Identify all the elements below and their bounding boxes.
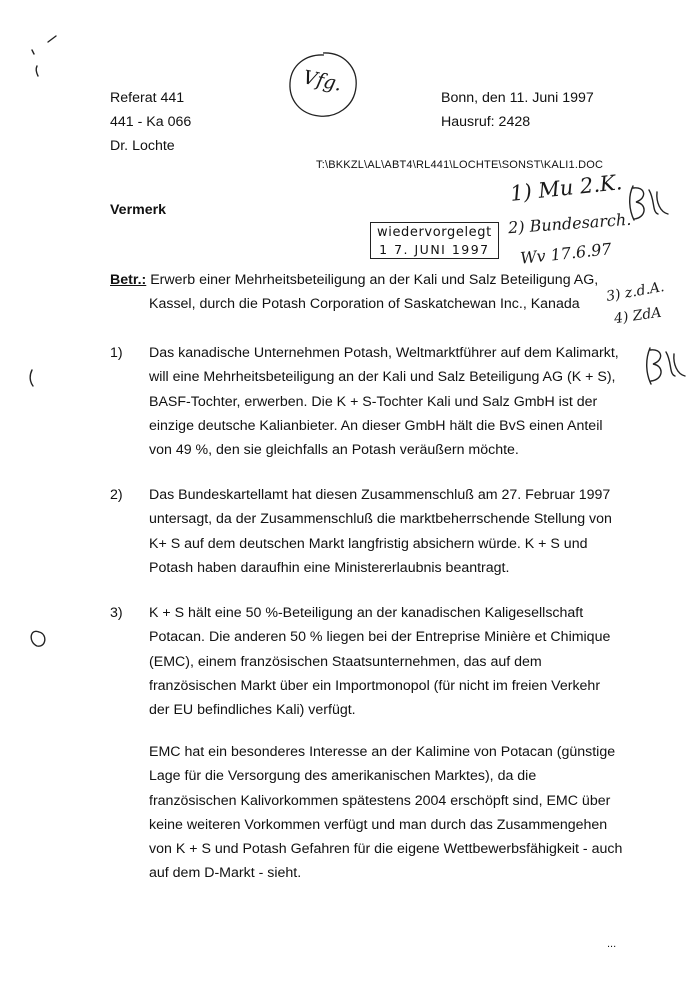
- extension-line: Hausruf: 2428: [441, 114, 531, 130]
- stamp-date: 1 7. JUNI 1997: [379, 242, 490, 257]
- department-label: Referat 441: [110, 90, 185, 106]
- handwritten-note-3: Wv 17.6.97: [519, 239, 613, 268]
- item-text-3: K + S hält eine 50 %-Beteiligung an der kanadischen Kaligesellschaft Potacan. Die anderen 50 % liegen bei der Entreprise Minière et Chimique (EMC), einem französischen Staatsunternehmen, das auf dem französischen Markt über ein Importmonopol (für nicht im freien Verkehr der EU befindliches Kali) verfügt.: [149, 605, 611, 719]
- item-text-2: Das Bundeskartellamt hat diesen Zusammenschluß am 27. Februar 1997 untersagt, da der Zusammenschluß die marktbeherrschende Stellung von K+ S auf dem deutschen Markt langfristig absichern würde. K + S und Potash haben daraufhin eine Ministererlaubnis beantragt.: [149, 487, 612, 576]
- item-text-1: Das kanadische Unternehmen Potash, Weltmarktführer auf dem Kalimarkt, will eine Mehrheitsbeteiligung an der Kali und Salz Beteiligung AG (K + S), BASF-Tochter, erwerben. Die K + S-Tochter Kali und Salz GmbH ist der einzige deutsche Kalianbieter. An dieser GmbH hält die BvS einen Anteil von 49 %, den sie gleichfalls an Potash veräußern möchte.: [149, 345, 619, 459]
- initials-text: Vfg.: [301, 66, 344, 96]
- subject-line-1: [110, 268, 598, 292]
- handwritten-note-4: 3) z.d.A.: [605, 279, 666, 305]
- item-number-3: 3): [110, 605, 123, 621]
- subject-text-1: Erwerb einer Mehrheitsbeteiligung an der Kali und Salz Beteiligung AG,: [150, 272, 599, 288]
- reference-number: 441 - Ka 066: [110, 114, 192, 130]
- subject-line-2: Kassel, durch die Potash Corporation of Saskatchewan Inc., Kanada: [149, 296, 580, 312]
- memo-title: Vermerk: [110, 202, 167, 218]
- item-number-1: 1): [110, 345, 123, 361]
- handwritten-note-1: 1) Mu 2.K.: [509, 170, 624, 206]
- handwritten-note-5: 4) ZdA: [613, 304, 663, 328]
- date-line: Bonn, den 11. Juni 1997: [441, 90, 594, 106]
- item-3-continuation: EMC hat ein besonderes Interesse an der Kalimine von Potacan (günstige Lage für die Versorgung des amerikanischen Marktes), da die französischen Kalivorkommen spätestens 2004 erschöpft sind, EMC über keine weiteren Vorkommen verfügt und man durch das Zusammengehen von K + S und Potash Gefahren für die eigene Wettbewerbsfähigkeit - auch auf dem D-Markt - sieht.: [149, 744, 623, 882]
- page-continuation: ...: [607, 938, 617, 950]
- file-path: T:\BKKZL\AL\ABT4\RL441\LOCHTE\SONST\KALI1.DOC: [316, 159, 604, 171]
- author-name: Dr. Lochte: [110, 138, 175, 154]
- stamp-label: wiedervorgelegt: [377, 225, 492, 240]
- item-number-2: 2): [110, 487, 123, 503]
- subject-label: Betr.:: [110, 272, 147, 288]
- handwritten-note-2: 2) Bundesarch.: [507, 209, 632, 238]
